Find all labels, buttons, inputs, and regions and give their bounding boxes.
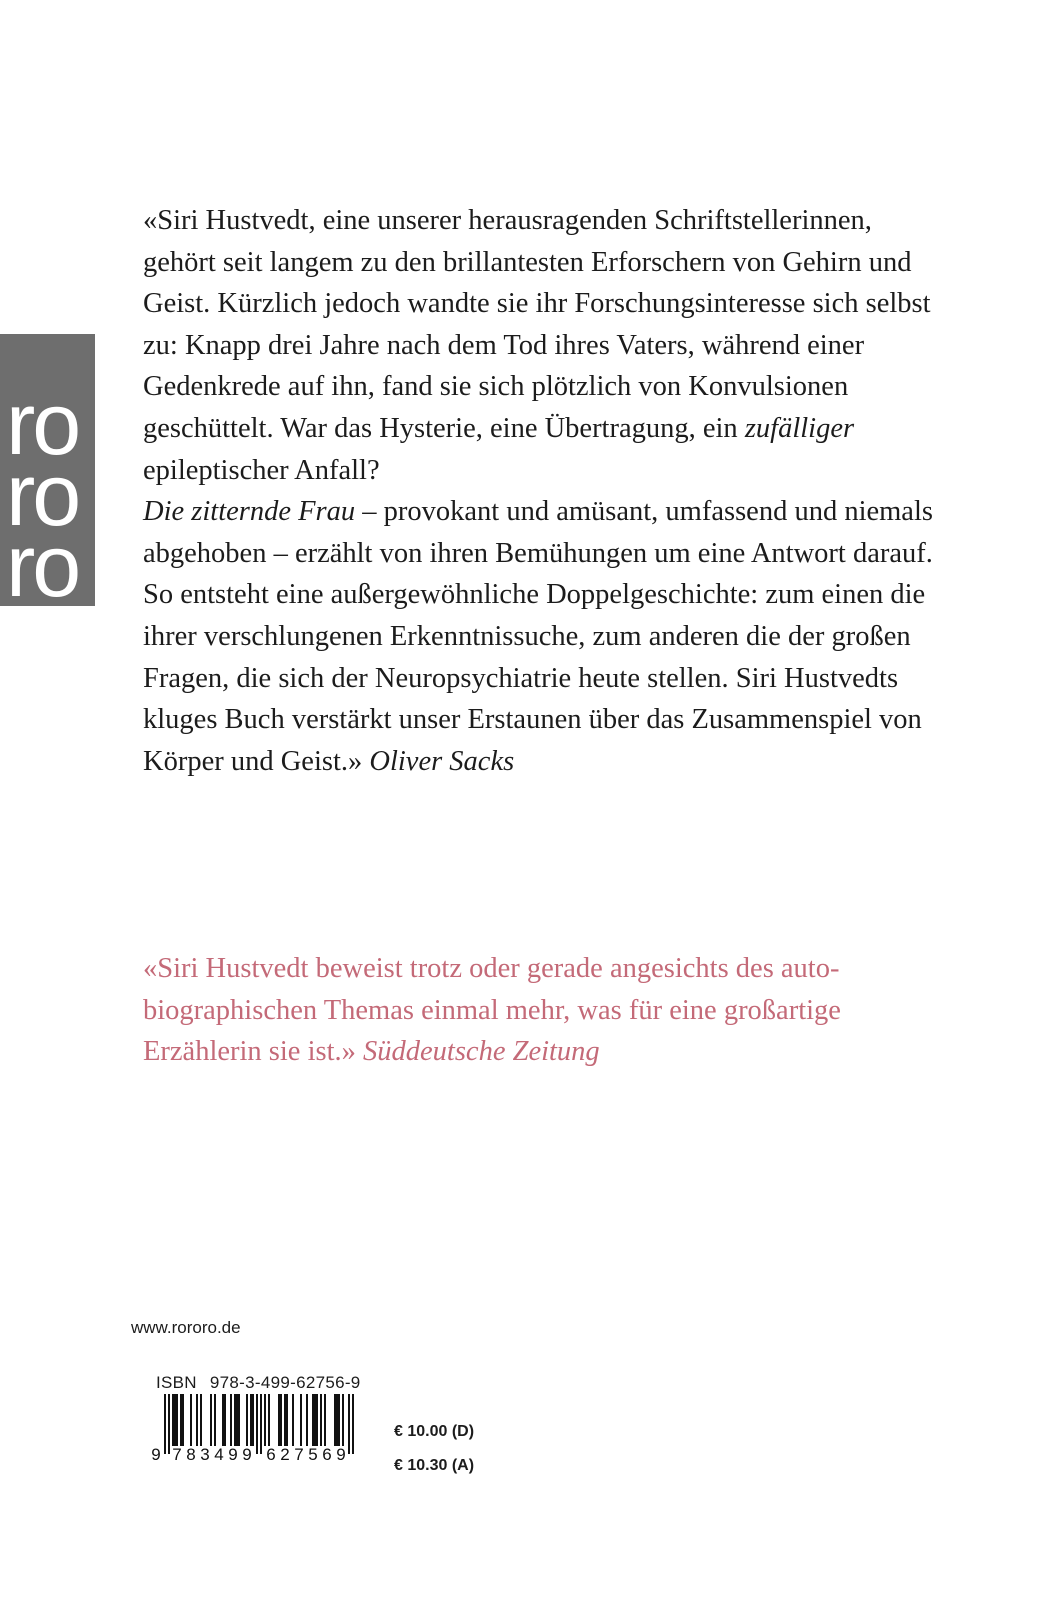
quote-attribution: Oliver Sacks bbox=[369, 745, 515, 777]
barcode-bar bbox=[256, 1394, 258, 1454]
book-title: Die zitternde Frau bbox=[143, 496, 356, 528]
price-austria: € 10.30 (A) bbox=[394, 1457, 475, 1474]
barcode-bar bbox=[182, 1394, 184, 1446]
barcode-bar bbox=[280, 1394, 282, 1446]
blurb-oliver-sacks bbox=[143, 200, 943, 782]
barcode-bar bbox=[260, 1394, 262, 1454]
barcode-bar bbox=[268, 1394, 270, 1446]
barcode-bar bbox=[292, 1394, 294, 1446]
barcode-bar bbox=[196, 1394, 198, 1446]
barcode-bar bbox=[324, 1394, 326, 1446]
barcode-bar bbox=[190, 1394, 192, 1446]
barcode-bar bbox=[236, 1394, 238, 1446]
barcode-bar bbox=[168, 1394, 170, 1454]
blurb-paragraph bbox=[143, 200, 943, 491]
barcode-bar bbox=[214, 1394, 216, 1446]
barcode-bar bbox=[238, 1394, 240, 1446]
barcode-bar bbox=[316, 1394, 318, 1446]
barcode-digit: 5 bbox=[308, 1445, 318, 1464]
blurb-paragraph bbox=[143, 491, 943, 782]
barcode-bar bbox=[352, 1394, 354, 1454]
barcode-bar bbox=[222, 1394, 224, 1446]
barcode-bar bbox=[224, 1394, 226, 1446]
barcode-bar bbox=[180, 1394, 182, 1446]
logo-line: ro bbox=[6, 445, 79, 544]
barcode-bar bbox=[230, 1394, 232, 1446]
barcode-bar bbox=[306, 1394, 308, 1446]
barcode-bar bbox=[342, 1394, 344, 1446]
blurb-text: – provokant und amüsant, umfassend und niemals abgehoben – erzählt von ihren Bemühungen um eine Antwort darauf. So entsteht eine außergewöhnliche Doppelgeschichte: zum einen die ihrer verschlungenen Erkenntnissuche, zum anderen die der großen Fragen, die sich der Neuropsychiatrie heute stellen. Siri Hustvedts kluges Buch verstärkt unser Erstaunen über das Zusammenspiel von Körper und Geist.» bbox=[143, 496, 933, 777]
barcode-bar bbox=[164, 1394, 166, 1454]
barcode-bar bbox=[320, 1394, 322, 1446]
barcode-bar bbox=[176, 1394, 178, 1446]
price-germany: € 10.00 (D) bbox=[394, 1423, 475, 1440]
barcode-digit: 7 bbox=[172, 1445, 182, 1464]
isbn-label: ISBN 978-3-499-62756-9 bbox=[156, 1373, 361, 1392]
barcode-bar bbox=[348, 1394, 350, 1454]
barcode-bar bbox=[200, 1394, 202, 1446]
barcode-bar bbox=[336, 1394, 338, 1446]
barcode-bar bbox=[278, 1394, 280, 1446]
quote-attribution: Süddeutsche Zeitung bbox=[363, 1036, 600, 1068]
logo-line: ro bbox=[6, 516, 79, 606]
barcode-bar bbox=[264, 1394, 266, 1446]
barcode-bar bbox=[234, 1394, 236, 1446]
barcode-bar bbox=[338, 1394, 340, 1446]
blurb-sueddeutsche-zeitung bbox=[143, 948, 943, 1073]
barcode-bar bbox=[284, 1394, 286, 1446]
barcode-bar bbox=[312, 1394, 314, 1446]
barcode-bar bbox=[246, 1394, 248, 1446]
publisher-website: www.rororo.de bbox=[131, 1318, 241, 1337]
barcode-digit: 8 bbox=[186, 1445, 196, 1464]
barcode-bar bbox=[174, 1394, 176, 1446]
barcode-bar bbox=[210, 1394, 212, 1446]
barcode-bar bbox=[172, 1394, 174, 1446]
emphasized-word: zufälliger bbox=[744, 412, 855, 444]
barcode-bar bbox=[252, 1394, 254, 1446]
barcode-digit: 6 bbox=[266, 1445, 276, 1464]
barcode-digit: 3 bbox=[200, 1445, 210, 1464]
rororo-logo bbox=[0, 334, 95, 606]
logo-line: ro bbox=[6, 374, 79, 473]
barcode-bar bbox=[334, 1394, 336, 1446]
barcode-bar bbox=[250, 1394, 252, 1446]
barcode-digit: 4 bbox=[214, 1445, 224, 1464]
barcode-digit: 9 bbox=[228, 1445, 238, 1464]
barcode-bar bbox=[314, 1394, 316, 1446]
blurb-text: «Siri Hustvedt beweist trotz oder gerade angesichts des autobiographischen Themas einmal mehr, was für eine großartige Erzählerin sie ist.» bbox=[143, 953, 841, 1068]
barcode-digit: 9 bbox=[151, 1445, 161, 1464]
barcode-digit: 7 bbox=[294, 1445, 304, 1464]
blurb-text: «Siri Hustvedt, eine unserer herausragenden Schriftstellerinnen, gehört seit langem zu den brillantesten Erforschern von Gehirn und Geist. Kürzlich jedoch wandte sie ihr Forschungsinteresse sich selbst zu: Knapp drei Jahre nach dem Tod ihres Vaters, während einer Gedenkrede auf ihn, fand sie sich plötzlich von Konvulsionen geschüttelt. War das Hysterie, eine Übertragung, ein bbox=[143, 205, 931, 444]
blurb-text: epileptischer Anfall? bbox=[143, 454, 380, 486]
barcode-bar bbox=[300, 1394, 302, 1446]
barcode-digit: 9 bbox=[242, 1445, 252, 1464]
barcode-digit: 9 bbox=[336, 1445, 346, 1464]
barcode-digit: 6 bbox=[322, 1445, 332, 1464]
barcode bbox=[150, 1394, 365, 1464]
barcode-digit: 2 bbox=[280, 1445, 290, 1464]
barcode-bar bbox=[286, 1394, 288, 1446]
